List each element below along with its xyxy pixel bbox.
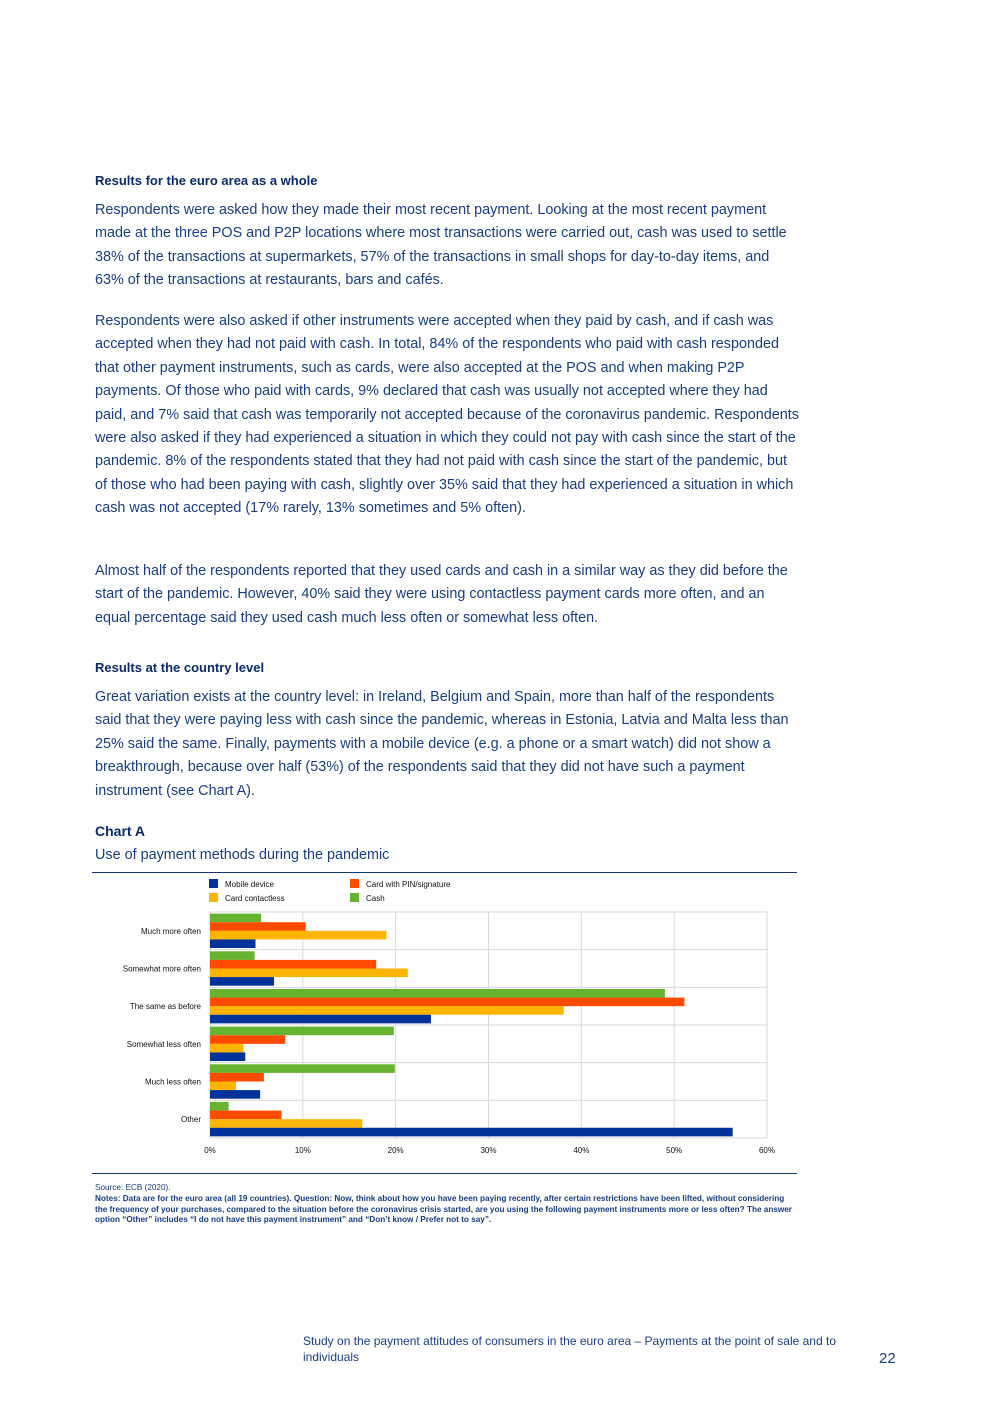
bar-card-with-pin-signature-somewhat-more-often [210,960,376,969]
legend-swatch-card-with-pin-signature [350,879,359,888]
bar-card-contactless-other [210,1119,362,1128]
chart-bottom-rule [92,1173,797,1174]
bar-mobile-device-somewhat-less-often [210,1052,245,1061]
x-tick-label: 30% [480,1146,497,1155]
bar-card-contactless-much-more-often [210,931,386,940]
legend-label-cash: Cash [366,894,385,903]
bar-mobile-device-other [210,1128,733,1137]
legend-swatch-card-contactless [209,893,218,902]
bar-card-contactless-somewhat-less-often [210,1044,243,1053]
bar-card-with-pin-signature-much-more-often [210,922,306,931]
x-tick-label: 0% [204,1146,216,1155]
paragraph-2: Respondents were also asked if other instruments were accepted when they paid by cash, and if cash was accepted when they had not paid with cash. In total, 84% of the respondents who paid with cash responded that other payment instruments, such as cards, were also accepted at the POS and when making P2P payments. Of those who paid with cards, 9% declared that cash was usually not accepted where they had paid, and 7% said that cash was temporarily not accepted because of the coronavirus pandemic. Respondents were also asked if they had experienced a situation in which they could not pay with cash since the start of the pandemic. 8% of the respondents stated that they had not paid with cash since the start of the pandemic, but of those who had been paying with cash, slightly over 35% said that they had experienced a situation in which cash was not accepted (17% rarely, 13% sometimes and 5% often). [95,313,799,517]
category-label: The same as before [129,1002,201,1012]
category-label: Much more often [140,926,201,936]
x-tick-label: 50% [666,1146,683,1155]
bar-card-with-pin-signature-much-less-often [210,1073,264,1082]
page-number: 22 [879,1350,896,1367]
source-note: Source: ECB (2020). [95,1183,171,1192]
category-label: Somewhat more often [122,964,201,974]
bar-card-with-pin-signature-the-same-as-before [210,998,684,1007]
bar-mobile-device-the-same-as-before [210,1015,431,1024]
legend-label-mobile-device: Mobile device [225,880,274,889]
x-tick-label: 10% [294,1146,311,1155]
bar-mobile-device-much-more-often [210,939,255,948]
x-tick-label: 60% [758,1146,776,1155]
legend-label-card-contactless: Card contactless [225,894,285,903]
x-tick-label: 40% [573,1146,590,1155]
section-heading-euro-area: Results for the euro area as a whole [95,173,318,188]
legend-label-card-with-pin-signature: Card with PIN/signature [366,880,451,889]
bar-cash-somewhat-less-often [210,1027,394,1036]
bar-cash-much-more-often [210,914,261,923]
bar-cash-much-less-often [210,1064,395,1073]
notes-text: Notes: Data are for the euro area (all 19 countries). Question: Now, think about how you have been paying recently, after certain restrictions have been lifted, without considering the frequency of your purchases, compared to the situation before the coronavirus crisis started, are you using the following payment instruments more or less often? The answer option “Other” includes “I do not have this payment instrument” and “Don’t know / Prefer not to say”. [95,1193,792,1225]
bar-cash-the-same-as-before [210,989,665,998]
bar-cash-somewhat-more-often [210,951,255,960]
bar-card-contactless-much-less-often [210,1082,236,1091]
bar-mobile-device-much-less-often [210,1090,260,1099]
chart-title: Chart A [95,823,146,839]
category-label: Other [180,1115,201,1125]
bar-card-with-pin-signature-other [210,1111,281,1120]
paragraph-1: Respondents were asked how they made their most recent payment. Looking at the most recent payment made at the three POS and P2P locations where most transactions were carried out, cash was used to settle 38% of the transactions at supermarkets, 57% of the transactions in small shops for day-to-day items, and 63% of the transactions at restaurants, bars and cafés. [95,202,787,289]
bar-card-contactless-the-same-as-before [210,1006,564,1015]
chart-notes [95,1183,795,1226]
bar-chart [92,873,797,1171]
paragraph-3: Almost half of the respondents reported that they used cards and cash in a similar way as they did before the start of the pandemic. However, 40% said they were using contactless payment cards more often, and an equal percentage said they used cash much less often or somewhat less often. [95,563,788,626]
bar-card-contactless-somewhat-more-often [210,969,408,978]
legend-swatch-cash [350,893,359,902]
footer-title: Study on the payment attitudes of consumers in the euro area – Payments at the point of sale and to individuals [303,1334,836,1364]
legend-swatch-mobile-device [209,879,218,888]
category-label: Much less often [144,1077,201,1087]
bar-mobile-device-somewhat-more-often [210,977,274,986]
x-tick-label: 20% [387,1146,404,1155]
chart-subtitle: Use of payment methods during the pandemic [95,847,390,863]
category-label: Somewhat less often [126,1039,201,1049]
bar-card-with-pin-signature-somewhat-less-often [210,1035,285,1044]
paragraph-4: Great variation exists at the country level: in Ireland, Belgium and Spain, more than half of the respondents said that they were paying less with cash since the pandemic, whereas in Estonia, Latvia and Malta less than 25% said the same. Finally, payments with a mobile device (e.g. a phone or a smart watch) did not show a breakthrough, because over half (53%) of the respondents said that they did not have such a payment instrument (see Chart A). [95,689,789,799]
bar-cash-other [210,1102,229,1111]
section-heading-country-level: Results at the country level [95,660,265,675]
